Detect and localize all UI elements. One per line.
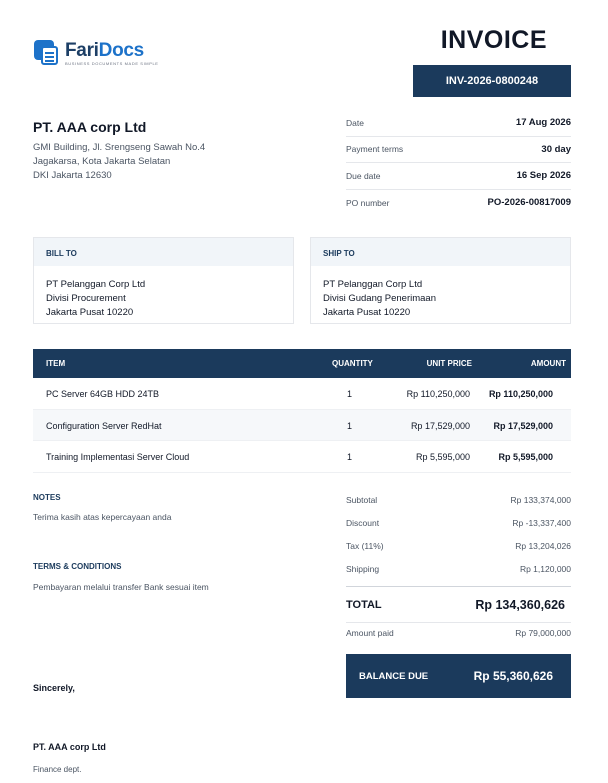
subtotal-label: Subtotal bbox=[346, 494, 378, 505]
header-quantity: QUANTITY bbox=[332, 359, 373, 368]
tax-label: Tax (11%) bbox=[346, 540, 384, 551]
ship-to-line: PT Pelanggan Corp Ltd bbox=[323, 279, 423, 290]
shipping-value: Rp 1,120,000 bbox=[519, 563, 571, 574]
meta-value: 30 day bbox=[541, 143, 571, 155]
header-amount: AMOUNT bbox=[530, 359, 566, 368]
document-icon bbox=[34, 40, 60, 66]
meta-row-date bbox=[346, 110, 571, 137]
total-row bbox=[346, 587, 571, 622]
item-name: PC Server 64GB HDD 24TB bbox=[46, 389, 160, 399]
table-row bbox=[33, 410, 571, 442]
meta-label: Date bbox=[346, 117, 364, 128]
discount-row bbox=[346, 511, 571, 534]
discount-label: Discount bbox=[346, 517, 380, 528]
meta-value: 16 Sep 2026 bbox=[516, 170, 571, 182]
balance-due-label: BALANCE DUE bbox=[359, 670, 429, 682]
item-name: Configuration Server RedHat bbox=[46, 420, 162, 431]
company-address-line: Jagakarsa, Kota Jakarta Selatan bbox=[33, 156, 171, 167]
company-address-line: DKI Jakarta 12630 bbox=[33, 170, 112, 181]
ship-to-line: Jakarta Pusat 10220 bbox=[323, 307, 411, 318]
ship-to-line: Divisi Gudang Penerimaan bbox=[323, 293, 437, 304]
subtotal-value: Rp 133,374,000 bbox=[510, 494, 571, 505]
notes-title: NOTES bbox=[33, 493, 61, 502]
ship-to-title: SHIP TO bbox=[311, 238, 570, 266]
brand-tagline: BUSINESS DOCUMENTS MADE SIMPLE bbox=[65, 60, 159, 66]
amount-paid-row bbox=[346, 622, 571, 642]
brand-logo bbox=[34, 40, 159, 66]
shipping-label: Shipping bbox=[346, 563, 380, 574]
item-quantity: 1 bbox=[347, 420, 353, 431]
total-label: TOTAL bbox=[346, 598, 382, 611]
meta-label: Due date bbox=[346, 170, 381, 181]
meta-value: PO-2026-00817009 bbox=[487, 197, 571, 209]
subtotal-row bbox=[346, 488, 571, 511]
item-amount: Rp 17,529,000 bbox=[493, 420, 553, 431]
items-table-header bbox=[33, 349, 571, 378]
meta-label: Payment terms bbox=[346, 144, 404, 155]
meta-row-po-number bbox=[346, 190, 571, 217]
item-amount: Rp 5,595,000 bbox=[498, 452, 553, 462]
item-quantity: 1 bbox=[347, 389, 353, 399]
total-value: Rp 134,360,626 bbox=[475, 597, 565, 612]
bill-to-line: Divisi Procurement bbox=[46, 293, 126, 304]
invoice-meta bbox=[346, 110, 571, 216]
amount-paid-label: Amount paid bbox=[346, 627, 394, 638]
ship-to-box bbox=[310, 237, 571, 324]
company-address-line: GMI Building, Jl. Srengseng Sawah No.4 bbox=[33, 142, 206, 153]
signer-department: Finance dept. bbox=[33, 765, 82, 774]
terms-title: TERMS & CONDITIONS bbox=[33, 562, 122, 571]
notes-text: Terima kasih atas kepercayaan anda bbox=[33, 512, 172, 522]
totals-panel bbox=[346, 488, 571, 642]
item-name: Training Implementasi Server Cloud bbox=[46, 452, 190, 462]
company-info bbox=[33, 119, 205, 183]
bill-to-box bbox=[33, 237, 294, 324]
bill-to-line: PT Pelanggan Corp Ltd bbox=[46, 279, 146, 290]
item-quantity: 1 bbox=[347, 452, 353, 462]
item-amount: Rp 110,250,000 bbox=[488, 389, 553, 399]
meta-label: PO number bbox=[346, 197, 390, 208]
item-unit-price: Rp 110,250,000 bbox=[406, 389, 470, 399]
item-unit-price: Rp 5,595,000 bbox=[415, 452, 470, 462]
tax-row bbox=[346, 534, 571, 557]
bill-to-line: Jakarta Pusat 10220 bbox=[46, 307, 134, 318]
header-unit-price: UNIT PRICE bbox=[426, 359, 472, 368]
invoice-title: INVOICE bbox=[440, 26, 547, 54]
discount-value: Rp -13,337,400 bbox=[512, 517, 571, 528]
meta-row-due-date bbox=[346, 163, 571, 190]
bill-to-title: BILL TO bbox=[34, 238, 293, 266]
table-row bbox=[33, 378, 571, 410]
balance-due-box bbox=[346, 654, 571, 698]
brand-name: FariDocs bbox=[65, 39, 144, 61]
meta-row-payment-terms bbox=[346, 137, 571, 164]
header-item: ITEM bbox=[46, 359, 66, 368]
tax-value: Rp 13,204,026 bbox=[515, 540, 571, 551]
table-row bbox=[33, 441, 571, 473]
item-unit-price: Rp 17,529,000 bbox=[410, 420, 470, 431]
invoice-number-badge: INV-2026-0800248 bbox=[413, 65, 571, 97]
closing-text: Sincerely, bbox=[33, 683, 75, 693]
shipping-row bbox=[346, 557, 571, 580]
balance-due-value: Rp 55,360,626 bbox=[473, 669, 553, 683]
amount-paid-value: Rp 79,000,000 bbox=[515, 627, 571, 638]
company-name: PT. AAA corp Ltd bbox=[33, 119, 147, 135]
terms-text: Pembayaran melalui transfer Bank sesuai item bbox=[33, 582, 209, 592]
signer-name: PT. AAA corp Ltd bbox=[33, 742, 106, 752]
items-table bbox=[33, 349, 571, 473]
meta-value: 17 Aug 2026 bbox=[515, 117, 571, 129]
